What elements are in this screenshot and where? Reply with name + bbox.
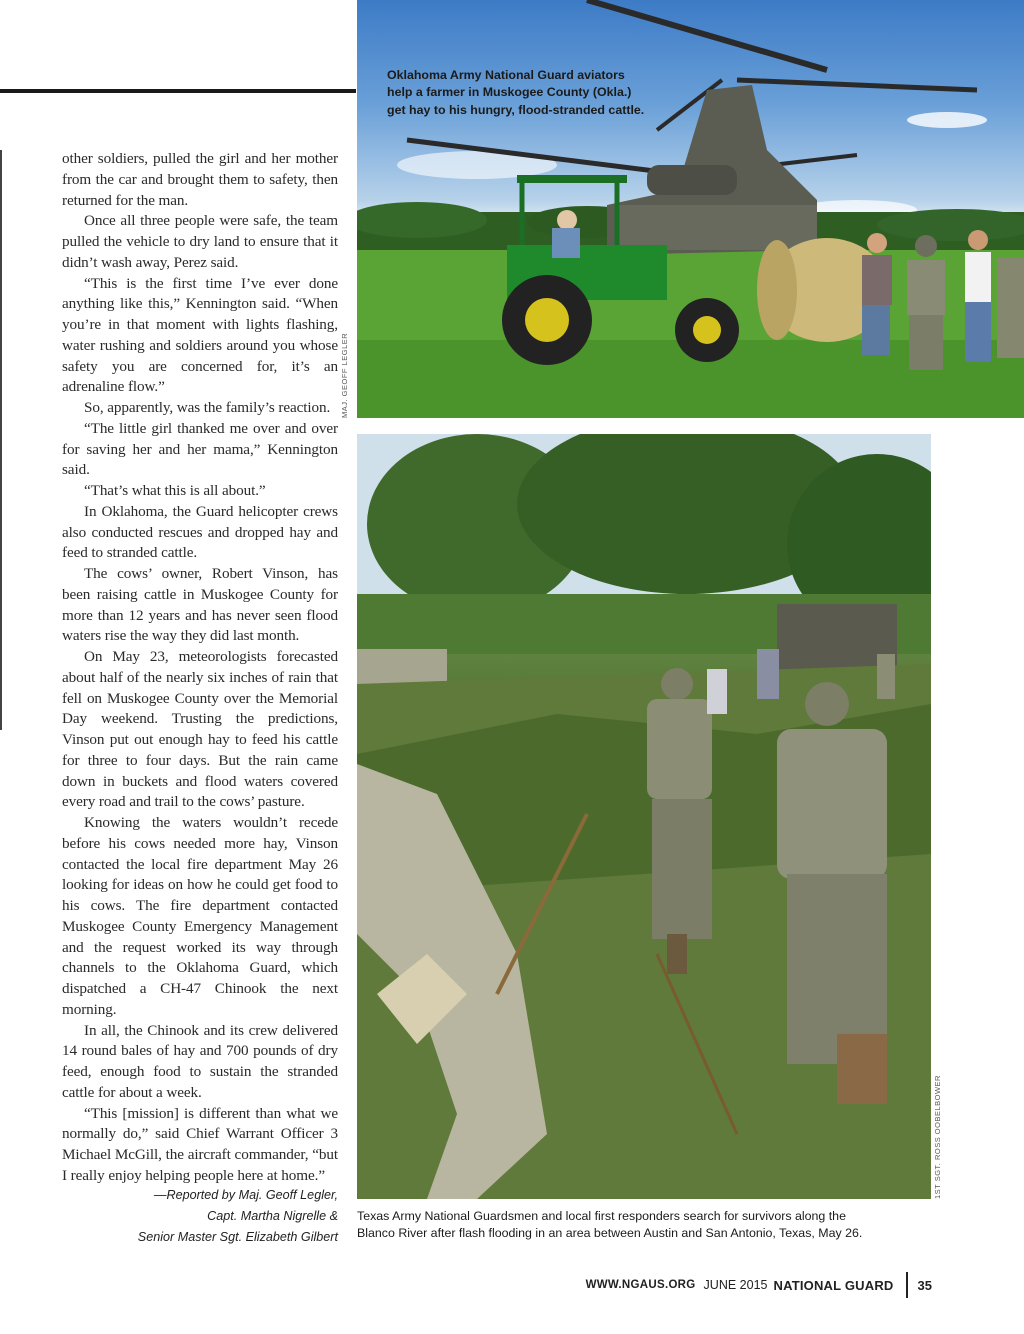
bottom-photo-credit: 1ST SGT. ROSS OOBELBOWER — [933, 1075, 942, 1199]
caption-line: help a farmer in Muskogee County (Okla.) — [387, 85, 632, 100]
page-footer — [586, 1274, 932, 1296]
helicopter-hay-photo — [357, 0, 1024, 418]
article-paragraph: So, apparently, was the family’s reaction. — [84, 399, 331, 416]
page-edge-line — [0, 150, 2, 730]
article-paragraph: The cows’ owner, Robert Vinson, has been raising cattle in Muskogee County for more than 12 years and has never seen flood waters rise the way they did last month. — [62, 565, 338, 645]
caption-line: Oklahoma Army National Guard aviators — [387, 68, 625, 82]
flood-search-photo — [357, 434, 931, 1199]
footer-date: JUNE 2015 — [703, 1278, 768, 1292]
article-paragraph: other soldiers, pulled the girl and her mother from the car and brought them to safety, then returned for the man. — [62, 150, 338, 209]
article-paragraph: In Oklahoma, the Guard helicopter crews also conducted rescues and dropped hay and feed to stranded cattle. — [62, 502, 338, 562]
article-paragraph: “This [mission] is different than what we normally do,” said Chief Warrant Officer 3 Michael McGill, the aircraft commander, “but I really enjoy helping people here at home.” — [62, 1104, 338, 1184]
credit-line: Senior Master Sgt. Elizabeth Gilbert — [137, 1229, 338, 1244]
article-paragraph: “This is the first time I’ve ever done anything like this,” Kennington said. “When you’re in that moment with lights flashing, water rushing and soldiers around you whose safety you are concerned for, it’s an adrenaline flow.” — [62, 274, 338, 396]
footer-magazine-name: NATIONAL GUARD — [773, 1277, 894, 1293]
caption-line: Blanco River after flash flooding in an area between Austin and San Antonio, Texas, May 26. — [357, 1226, 863, 1241]
report-credit — [100, 1185, 338, 1247]
top-photo-credit: MAJ. GEOFF LEGLER — [340, 332, 349, 418]
article-paragraph: On May 23, meteorologists forecasted about half of the nearly six inches of rain that fell on Muskogee County over the Memorial Day weekend. Trusting the predictions, Vinson put out enough hay to feed his cattle for three to four days. But the rain came down in buckets and flood waters covered every road and trail to the cows’ pasture. — [62, 648, 338, 811]
footer-divider — [906, 1272, 908, 1298]
article-body — [62, 149, 338, 1187]
caption-line: Texas Army National Guardsmen and local first responders search for survivors along the — [357, 1209, 846, 1223]
article-paragraph: Once all three people were safe, the team pulled the vehicle to dry land to ensure that it didn’t wash away, Perez said. — [62, 212, 338, 271]
article-paragraph: “That’s what this is all about.” — [84, 482, 266, 499]
credit-line: Capt. Martha Nigrelle & — [207, 1208, 338, 1223]
credit-line: —Reported by Maj. Geoff Legler, — [153, 1188, 338, 1202]
caption-line: get hay to his hungry, flood-stranded cattle. — [387, 102, 645, 117]
bottom-photo-caption — [357, 1208, 957, 1243]
top-rule — [0, 89, 356, 93]
top-photo-caption — [387, 67, 677, 119]
page-number: 35 — [917, 1277, 932, 1293]
footer-url: WWW.NGAUS.ORG — [585, 1279, 696, 1291]
article-paragraph: In all, the Chinook and its crew delivered 14 round bales of hay and 700 pounds of dry feed, enough food to sustain the stranded cattle for about a week. — [62, 1021, 338, 1101]
article-paragraph: “The little girl thanked me over and over for saving her and her mama,” Kennington said. — [62, 419, 338, 479]
article-paragraph: Knowing the waters wouldn’t recede before his cows needed more hay, Vinson contacted the local fire department May 26 looking for ideas on how he could get food to his cows. The fire department contacted Muskogee County Emergency Management and the request worked its way through channels to the Oklahoma Guard, which dispatched a CH-47 Chinook the next morning. — [62, 814, 338, 1018]
